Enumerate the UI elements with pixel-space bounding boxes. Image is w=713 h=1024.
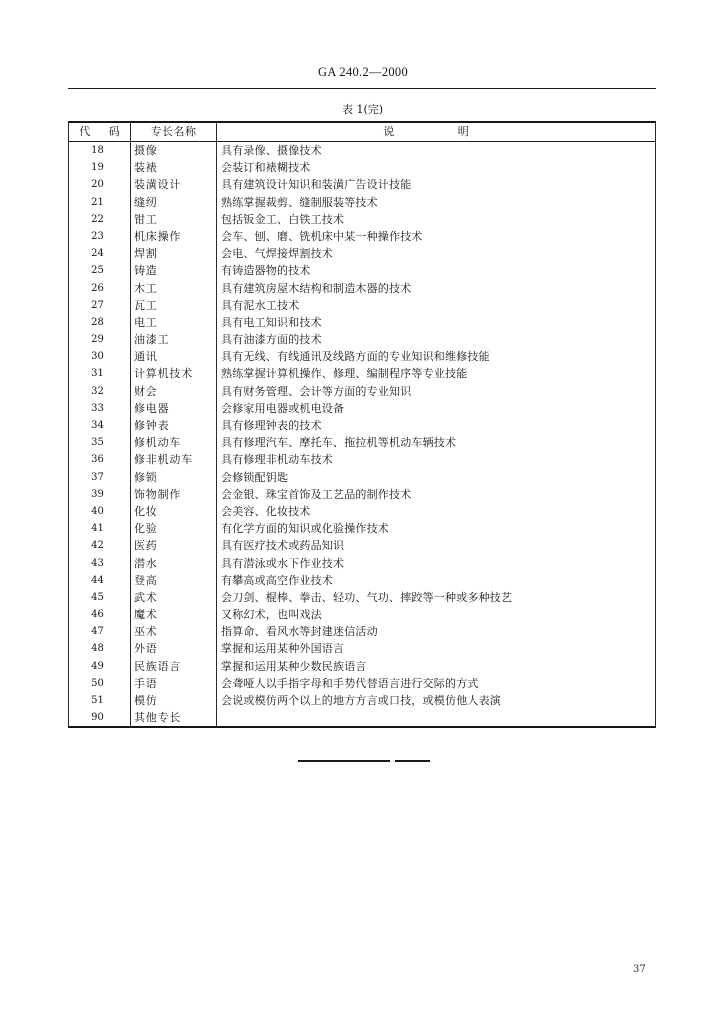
code-cell: 24 bbox=[69, 245, 131, 262]
table-row bbox=[69, 314, 655, 331]
table-row bbox=[69, 658, 655, 675]
code-cell: 45 bbox=[69, 589, 131, 606]
code-cell: 25 bbox=[69, 262, 131, 279]
table-header-row bbox=[69, 123, 655, 142]
description-cell: 会修锁配钥匙 bbox=[221, 470, 289, 484]
code-cell: 90 bbox=[69, 709, 131, 726]
specialty-name-cell: 钳工 bbox=[131, 211, 217, 228]
description-cell: 具有修理汽车、摩托车、拖拉机等机动车辆技术 bbox=[221, 436, 457, 450]
description-cell bbox=[217, 709, 655, 726]
table-caption: 表 1(完) bbox=[342, 103, 384, 116]
table-row bbox=[69, 159, 655, 176]
table-row bbox=[69, 400, 655, 417]
table-row bbox=[69, 262, 655, 279]
specialty-code-table bbox=[68, 121, 656, 728]
table-row bbox=[69, 537, 655, 554]
column-header-code: 代 码 bbox=[69, 123, 131, 141]
code-cell: 26 bbox=[69, 280, 131, 297]
table-row bbox=[69, 434, 655, 451]
code-cell: 20 bbox=[69, 176, 131, 193]
description-cell: 有铸造器物的技术 bbox=[221, 264, 311, 278]
description-cell: 会刀剑、棍棒、拳击、轻功、气功、摔跤等一种或多种技艺 bbox=[221, 590, 513, 604]
specialty-name-cell: 医药 bbox=[131, 537, 217, 554]
specialty-name-cell: 其他专长 bbox=[131, 709, 217, 726]
code-cell: 28 bbox=[69, 314, 131, 331]
description-cell: 具有修理钟表的技术 bbox=[221, 419, 322, 432]
code-cell: 47 bbox=[69, 623, 131, 640]
specialty-name-cell: 民族语言 bbox=[131, 658, 217, 675]
table-row bbox=[69, 503, 655, 520]
description-cell: 具有录像、摄像技术 bbox=[221, 144, 322, 157]
specialty-name-cell: 修钟表 bbox=[131, 417, 217, 434]
table-row bbox=[69, 520, 655, 537]
table-row bbox=[69, 486, 655, 503]
description-cell: 熟练掌握裁剪、缝制服装等技术 bbox=[221, 195, 378, 209]
code-cell: 35 bbox=[69, 434, 131, 451]
table-row bbox=[69, 606, 655, 623]
specialty-name-cell: 魔术 bbox=[131, 606, 217, 623]
specialty-name-cell: 油漆工 bbox=[131, 331, 217, 348]
specialty-name-cell: 化妆 bbox=[131, 503, 217, 520]
code-cell: 29 bbox=[69, 331, 131, 348]
table-row bbox=[69, 331, 655, 348]
description-cell: 具有电工知识和技术 bbox=[221, 315, 322, 329]
code-cell: 19 bbox=[69, 159, 131, 176]
code-cell: 36 bbox=[69, 451, 131, 468]
specialty-name-cell: 电工 bbox=[131, 314, 217, 331]
table-row bbox=[69, 280, 655, 297]
description-cell: 包括钣金工、白铁工技术 bbox=[221, 212, 345, 226]
code-cell: 49 bbox=[69, 658, 131, 675]
code-cell: 21 bbox=[69, 194, 131, 211]
code-cell: 42 bbox=[69, 537, 131, 554]
code-cell: 33 bbox=[69, 400, 131, 417]
specialty-name-cell: 外语 bbox=[131, 640, 217, 657]
table-body bbox=[69, 142, 655, 726]
description-cell: 又称幻术，也叫戏法 bbox=[221, 608, 322, 622]
table-row bbox=[69, 142, 655, 159]
specialty-name-cell: 武术 bbox=[131, 589, 217, 606]
description-cell: 会聋哑人以手指字母和手势代替语言进行交际的方式 bbox=[221, 676, 479, 690]
table-row bbox=[69, 348, 655, 365]
standard-number: GA 240.2—2000 bbox=[318, 65, 409, 79]
description-cell: 具有修理非机动车技术 bbox=[221, 453, 333, 467]
code-cell: 31 bbox=[69, 365, 131, 382]
code-cell: 48 bbox=[69, 640, 131, 657]
code-cell: 46 bbox=[69, 606, 131, 623]
table-row bbox=[69, 555, 655, 572]
code-cell: 40 bbox=[69, 503, 131, 520]
code-cell: 34 bbox=[69, 417, 131, 434]
specialty-name-cell: 计算机技术 bbox=[131, 365, 217, 382]
table-row bbox=[69, 572, 655, 589]
description-cell: 具有泥水工技术 bbox=[221, 298, 300, 312]
specialty-name-cell: 焊割 bbox=[131, 245, 217, 262]
description-cell: 具有财务管理、会计等方面的专业知识 bbox=[221, 384, 412, 398]
table-row bbox=[69, 623, 655, 640]
table-row bbox=[69, 365, 655, 382]
description-cell: 具有医疗技术或药品知识 bbox=[221, 539, 345, 553]
code-cell: 27 bbox=[69, 297, 131, 314]
code-cell: 37 bbox=[69, 469, 131, 486]
table-row bbox=[69, 297, 655, 314]
table-row bbox=[69, 176, 655, 193]
specialty-name-cell: 修非机动车 bbox=[131, 451, 217, 468]
table-row bbox=[69, 451, 655, 468]
specialty-name-cell: 登高 bbox=[131, 572, 217, 589]
description-cell: 具有潜泳或水下作业技术 bbox=[221, 556, 345, 570]
description-cell: 有攀高或高空作业技术 bbox=[221, 573, 333, 587]
specialty-name-cell: 修锁 bbox=[131, 469, 217, 486]
header-rule bbox=[68, 88, 656, 89]
code-cell: 23 bbox=[69, 228, 131, 245]
description-cell: 掌握和运用某种少数民族语言 bbox=[221, 659, 367, 673]
table-row bbox=[69, 640, 655, 657]
code-cell: 43 bbox=[69, 555, 131, 572]
table-row bbox=[69, 194, 655, 211]
description-cell: 会修家用电器或机电设备 bbox=[221, 401, 345, 415]
description-cell: 会美容、化妆技术 bbox=[221, 504, 311, 518]
specialty-name-cell: 修电器 bbox=[131, 400, 217, 417]
code-cell: 41 bbox=[69, 520, 131, 537]
specialty-name-cell: 化验 bbox=[131, 520, 217, 537]
code-cell: 39 bbox=[69, 486, 131, 503]
table-row bbox=[69, 469, 655, 486]
specialty-name-cell: 机床操作 bbox=[131, 228, 217, 245]
description-cell: 有化学方面的知识或化验操作技术 bbox=[221, 522, 389, 536]
specialty-name-cell: 瓦工 bbox=[131, 297, 217, 314]
description-cell: 会车、刨、磨、铣机床中某一种操作技术 bbox=[221, 229, 423, 243]
table-row bbox=[69, 417, 655, 434]
specialty-name-cell: 修机动车 bbox=[131, 434, 217, 451]
code-cell: 18 bbox=[69, 142, 131, 159]
specialty-name-cell: 巫术 bbox=[131, 623, 217, 640]
specialty-name-cell: 装裱 bbox=[131, 159, 217, 176]
code-cell: 44 bbox=[69, 572, 131, 589]
column-header-description: 说 明 bbox=[383, 125, 469, 138]
specialty-name-cell: 摄像 bbox=[131, 142, 217, 159]
description-cell: 会装订和裱糊技术 bbox=[221, 161, 311, 175]
description-cell: 掌握和运用某种外国语言 bbox=[221, 642, 345, 656]
description-cell: 指算命、看风水等封建迷信活动 bbox=[221, 625, 378, 639]
table-row bbox=[69, 675, 655, 692]
table-row bbox=[69, 245, 655, 262]
description-cell: 具有油漆方面的技术 bbox=[221, 333, 322, 347]
description-cell: 会电、气焊接焊割技术 bbox=[221, 247, 333, 261]
description-cell: 熟练掌握计算机操作、修理、编制程序等专业技能 bbox=[221, 367, 468, 381]
code-cell: 50 bbox=[69, 675, 131, 692]
end-of-standard-rule-short bbox=[395, 760, 430, 762]
specialty-name-cell: 财会 bbox=[131, 383, 217, 400]
end-of-standard-rule bbox=[298, 760, 390, 762]
code-cell: 30 bbox=[69, 348, 131, 365]
specialty-name-cell: 潜水 bbox=[131, 555, 217, 572]
specialty-name-cell: 饰物制作 bbox=[131, 486, 217, 503]
table-row bbox=[69, 228, 655, 245]
specialty-name-cell: 木工 bbox=[131, 280, 217, 297]
description-cell: 具有建筑设计知识和装潢广告设计技能 bbox=[221, 178, 412, 192]
specialty-name-cell: 装潢设计 bbox=[131, 176, 217, 193]
specialty-name-cell: 铸造 bbox=[131, 262, 217, 279]
code-cell: 22 bbox=[69, 211, 131, 228]
page-number: 37 bbox=[633, 964, 646, 975]
column-header-specialty-name: 专长名称 bbox=[131, 123, 217, 141]
description-cell: 会金银、珠宝首饰及工艺品的制作技术 bbox=[221, 487, 412, 501]
table-row bbox=[69, 692, 655, 709]
specialty-name-cell: 模仿 bbox=[131, 692, 217, 709]
description-cell: 会说或模仿两个以上的地方方言或口技，或模仿他人表演 bbox=[221, 694, 501, 707]
code-cell: 51 bbox=[69, 692, 131, 709]
specialty-name-cell: 缝纫 bbox=[131, 194, 217, 211]
table-row bbox=[69, 709, 655, 726]
table-row bbox=[69, 211, 655, 228]
description-cell: 具有建筑房屋木结构和制造木器的技术 bbox=[221, 281, 412, 295]
description-cell: 具有无线、有线通讯及线路方面的专业知识和维修技能 bbox=[221, 350, 490, 364]
specialty-name-cell: 通讯 bbox=[131, 348, 217, 365]
specialty-name-cell: 手语 bbox=[131, 675, 217, 692]
table-row bbox=[69, 383, 655, 400]
table-row bbox=[69, 589, 655, 606]
code-cell: 32 bbox=[69, 383, 131, 400]
